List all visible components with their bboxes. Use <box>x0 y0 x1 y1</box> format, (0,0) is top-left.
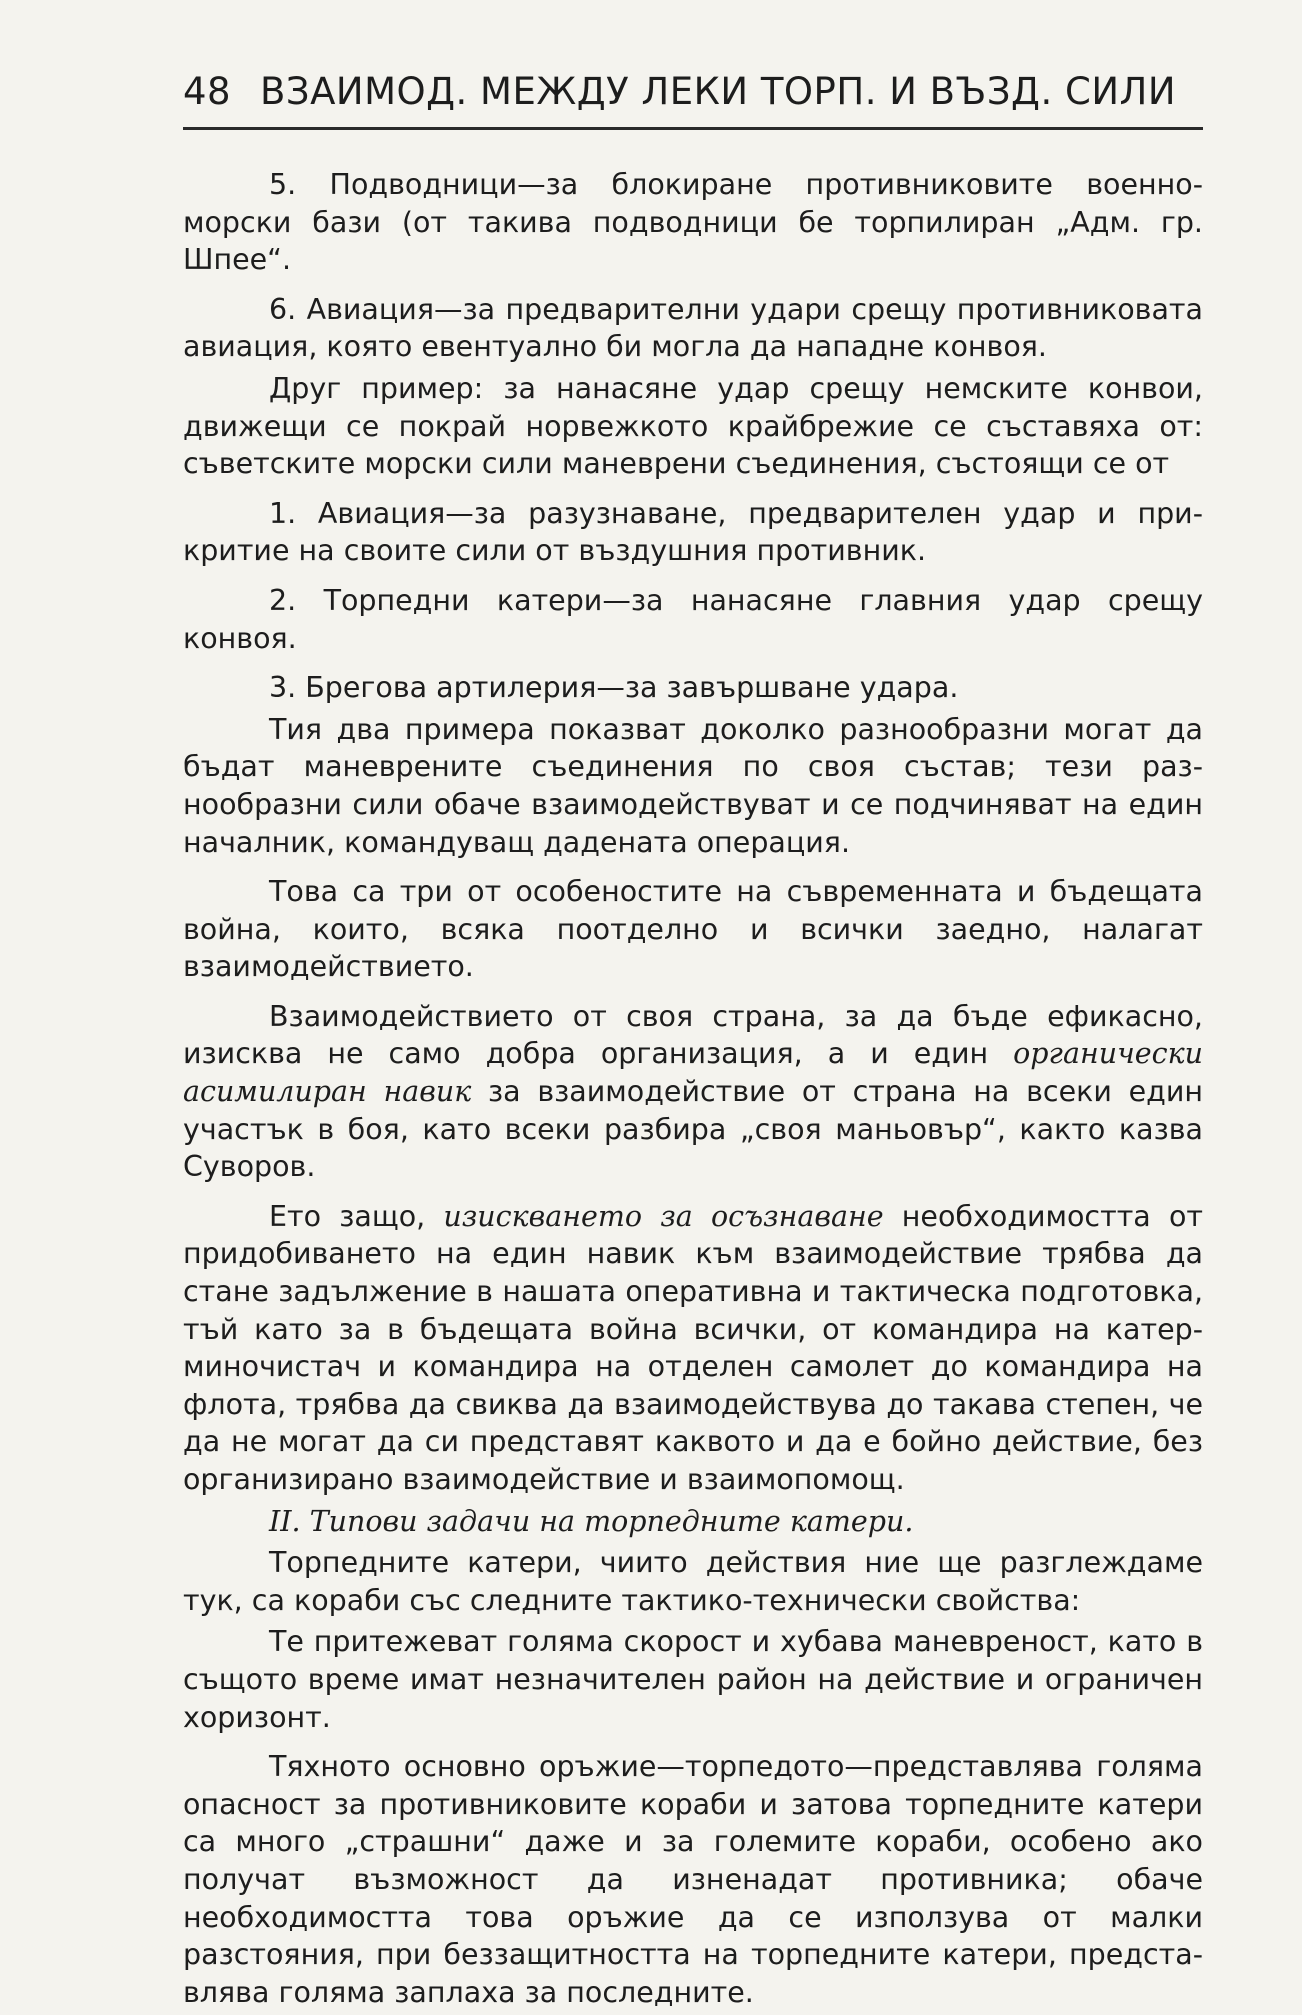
paragraph-text: необходимостта от придобиването на един навик към взаимодействие трябва да стане задължение в нашата оперативна и тактическа подготовка, тъй като за в бъдещата война всички, от командира на катер-миночистач и командира на отделен самолет до командира на флота, трябва да свиква да взаимодействува до такава степен, че да не могат да си представят каквото и да е бойно действие, без организирано взаимодействие и взаимопомощ. <box>183 1199 1203 1496</box>
paragraph: Това са три от особеностите на съвременната и бъдещата война, които, всяка поотделно и всички заедно, налагат взаимодействието. <box>183 875 1203 984</box>
paragraph: Тяхното основно оръжие—торпедото—представлява голяма опасност за противниковите кораби и затова торпедните катери са много „страшни“ даже и за големите кораби, особено ако получат възможност да изненадат противника; обаче необходимостта това оръжие да се използува от малки разстояния, при беззащитността на торпедните катери, представлява голяма заплаха за последните. <box>183 1750 1203 2009</box>
paragraph: Друг пример: за нанасяне удар срещу немските конвои, движещи се покрай норвежкото крайбрежие се съставяха от: съветските морски сили маневрени съединения, състоящи се от <box>183 371 1203 481</box>
paragraph-text: Ето защо, <box>269 1199 444 1233</box>
page-number: 48 <box>183 70 232 113</box>
paragraph: 2. Торпедни катери—за нанасяне главния удар срещу конвоя. <box>183 583 1203 655</box>
paragraph-text: Взаимодействието от своя страна, за да бъде ефикасно, изисква не само добра организация, а и един <box>183 999 1203 1071</box>
paragraph: Торпедните катери, чиито действия ние ще разглеждаме тук, са кораби със следните тактико-технически свойства: <box>183 1546 1203 1617</box>
italic-heading: II. Типови задачи на торпедните катери. <box>269 1504 914 1538</box>
paragraph: 3. Брегова артилерия—за завършване удара. <box>269 671 959 705</box>
book-page <box>183 70 1203 2015</box>
paragraph <box>183 1198 1203 1499</box>
paragraph: Тия два примера показват доколко разнообразни могат да бъдат маневрените съединения по своя състав; тези разнообразни сили обаче взаимодействуват и се подчиняват на един началник, командуващ дадената операция. <box>183 712 1203 859</box>
paragraph-text: за взаимодействие от страна на всеки един участък в боя, като всеки разбира „своя маньовър“, както казва Суворов. <box>183 1075 1203 1184</box>
paragraph: Те притежеват голяма скорост и хубава маневреност, като в същото време имат незначителен район на действие и ограничен хоризонт. <box>183 1625 1203 1734</box>
running-head <box>183 70 1203 130</box>
italic-phrase: органически асимилиран навик <box>183 1037 1203 1109</box>
paragraph: 6. Авиация—за предварителни удари срещу противниковата авиация, която евентуално би могла да нападне конвоя. <box>183 292 1203 364</box>
body-text <box>183 166 1203 2011</box>
paragraph: 5. Подводници—за блокиране противниковите военноморски бази (от такива подводници бе торпилиран „Адм. гр. Шпее“. <box>183 168 1203 277</box>
section-heading <box>183 1503 1203 1541</box>
paragraph: 1. Авиация—за разузнаване, предварителен удар и прикритие на своите сили от въздушния противник. <box>183 496 1203 568</box>
chapter-title: ВЗАИМОД. МЕЖДУ ЛЕКИ ТОРП. И ВЪЗД. СИЛИ <box>259 70 1176 113</box>
paragraph <box>183 998 1203 1186</box>
italic-phrase: изискването за осъзнаване <box>443 1199 884 1233</box>
